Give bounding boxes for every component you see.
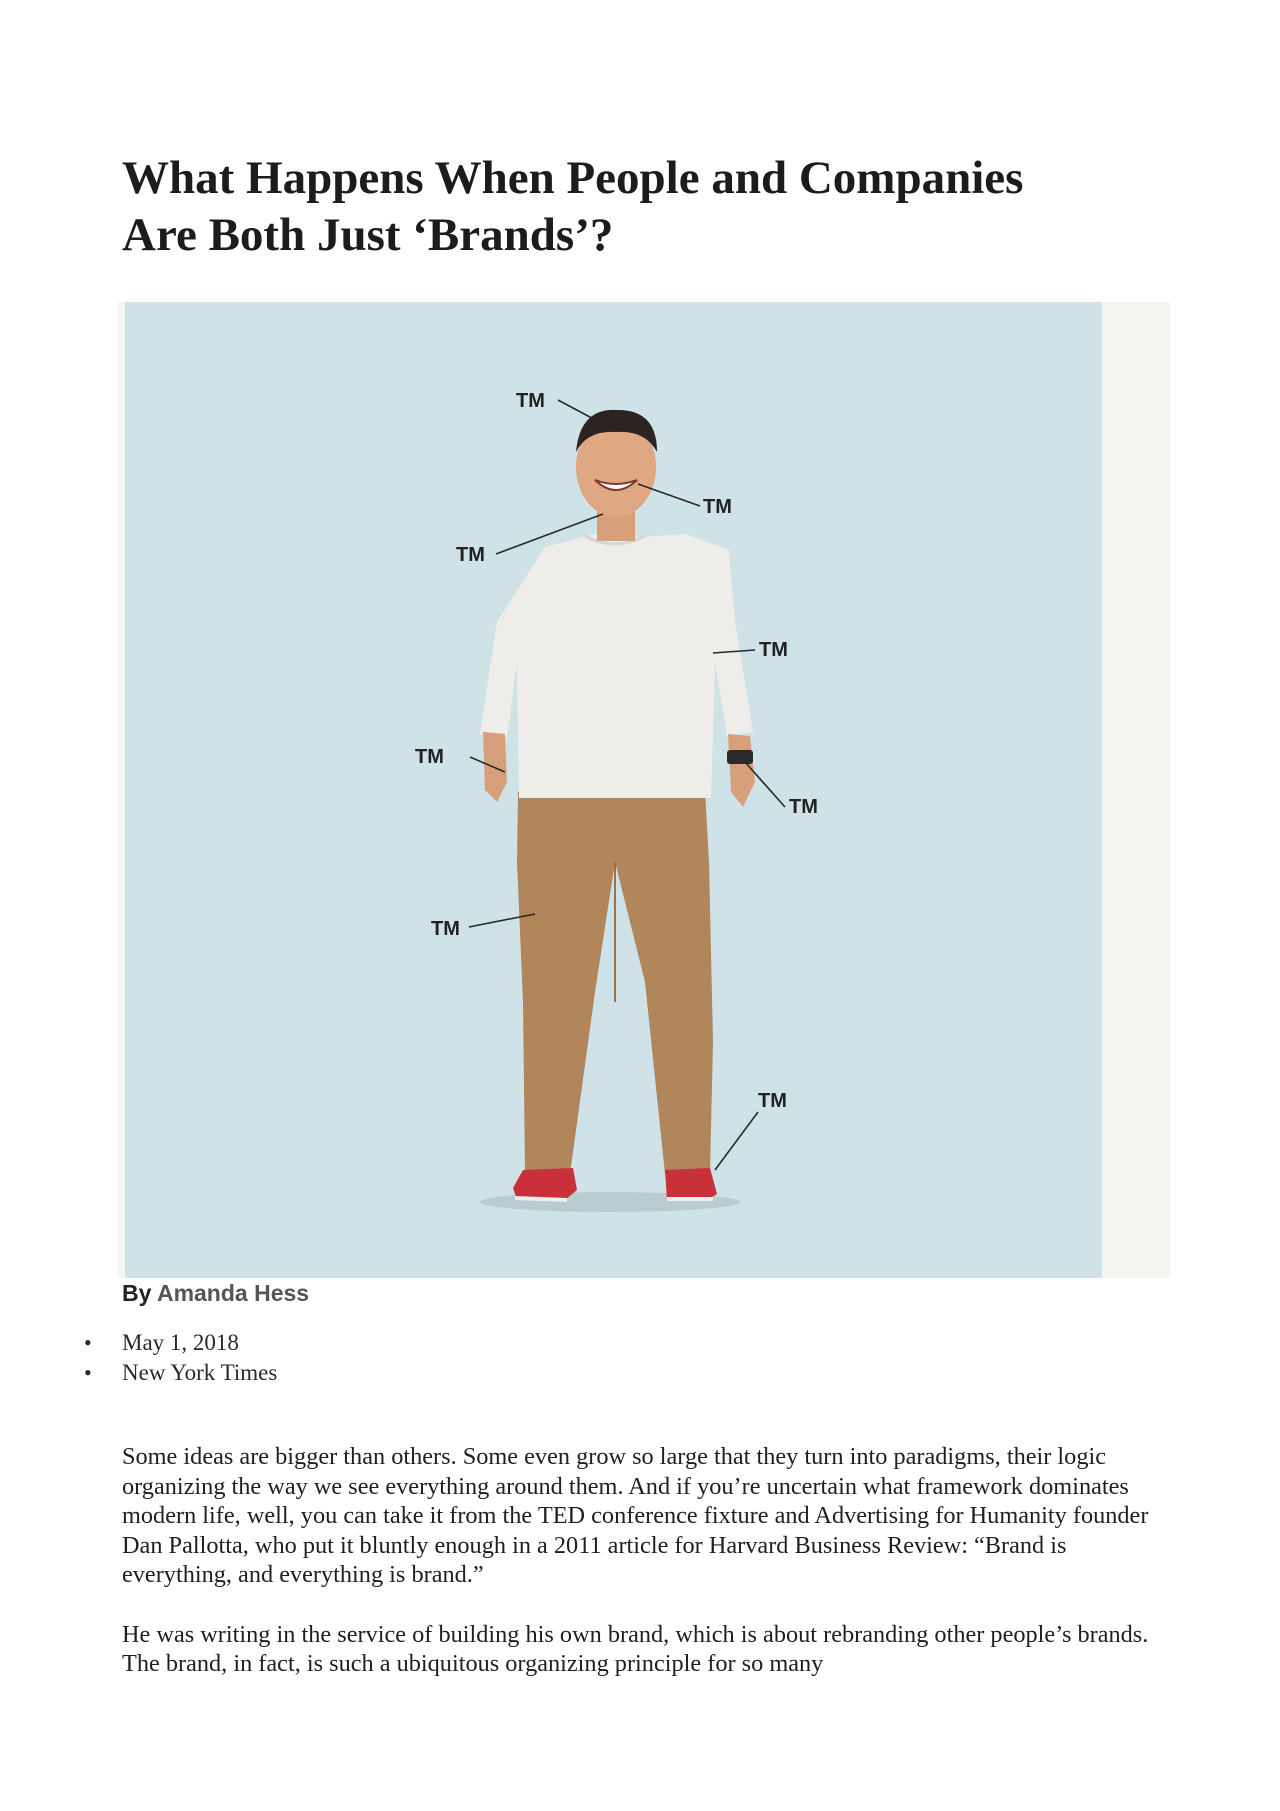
article-byline bbox=[122, 1280, 309, 1307]
tm-label-neck: TM bbox=[456, 544, 485, 566]
man-trademark-illustration bbox=[125, 302, 1102, 1278]
tm-label-pants: TM bbox=[431, 918, 460, 940]
byline-author[interactable]: Amanda Hess bbox=[156, 1280, 310, 1306]
tm-label-sleeve: TM bbox=[759, 639, 788, 661]
tm-label-mouth: TM bbox=[703, 496, 732, 518]
tm-label-head: TM bbox=[516, 390, 545, 412]
tm-label-watch: TM bbox=[789, 796, 818, 818]
body-paragraph: He was writing in the service of building his own brand, which is about rebranding other people’s brands. The brand, in fact, is such a ubiquitous organizing principle for so many bbox=[122, 1620, 1149, 1677]
tm-label-shoe: TM bbox=[758, 1090, 787, 1112]
article-headline bbox=[122, 150, 1162, 264]
meta-source: • New York Times bbox=[84, 1358, 277, 1388]
headline-line-2: Are Both Just ‘Brands’? bbox=[122, 209, 614, 261]
tm-label-wrist: TM bbox=[415, 746, 444, 768]
article-meta-list bbox=[84, 1328, 277, 1388]
article-figure bbox=[118, 302, 1170, 1278]
body-paragraph: Some ideas are bigger than others. Some even grow so large that they turn into paradigms, their logic organizing the way we see everything around them. And if you’re uncertain what framework dominates modern life, well, you can take it from the TED conference fixture and Advertising for Humanity founder Dan Pallotta, who put it bluntly enough in a 2011 article for Harvard Business Review: “Brand is everything, and everything is brand.” bbox=[122, 1443, 1149, 1588]
article-body bbox=[122, 1442, 1182, 1709]
byline-prefix: By bbox=[122, 1280, 152, 1306]
meta-date: • May 1, 2018 bbox=[84, 1328, 277, 1358]
headline-line-1: What Happens When People and Companies bbox=[122, 152, 1024, 204]
